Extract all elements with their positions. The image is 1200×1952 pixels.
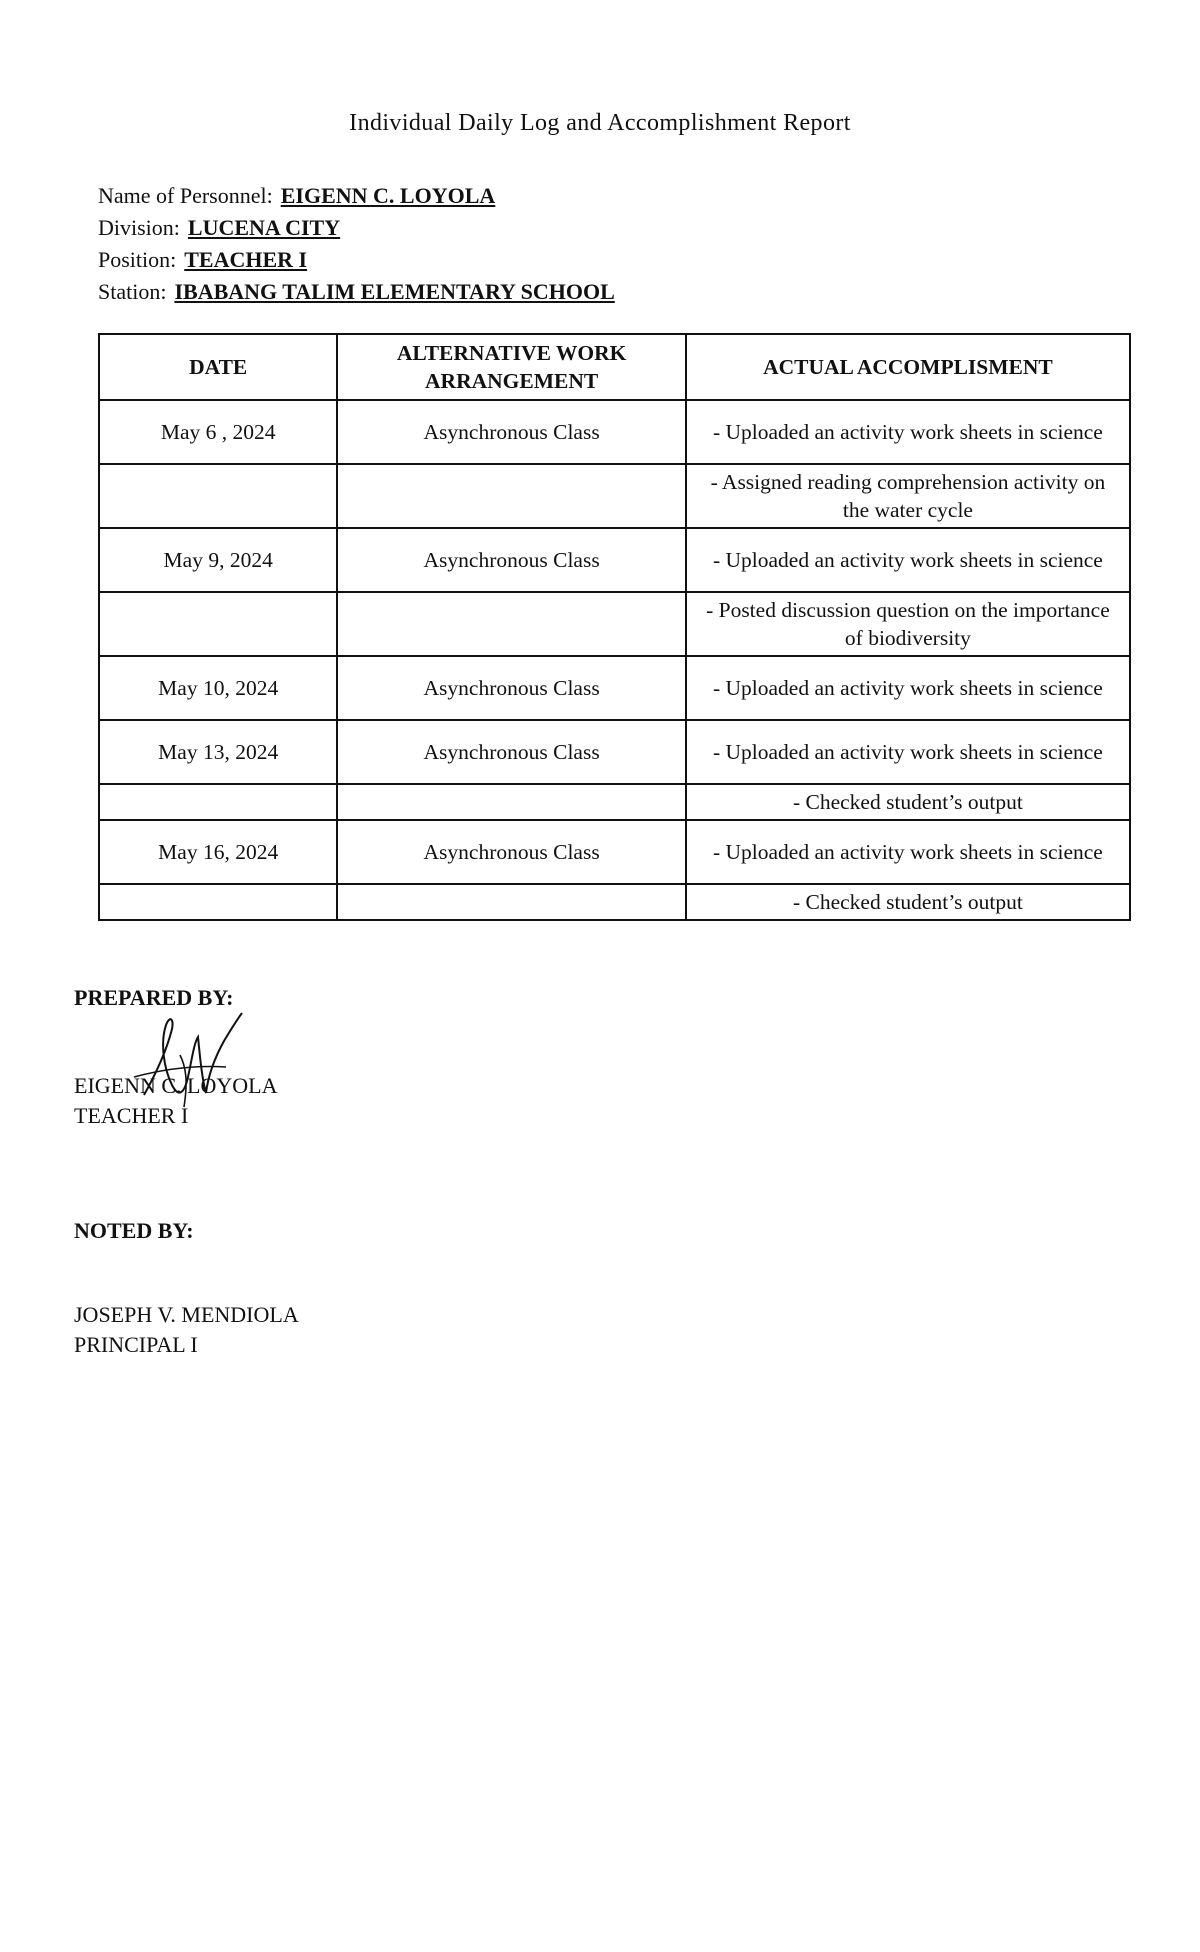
date-cell xyxy=(99,592,337,656)
date-cell xyxy=(99,784,337,820)
accomplishment-cell: - Uploaded an activity work sheets in science xyxy=(686,400,1130,464)
table-row xyxy=(99,720,1130,784)
accomplishment-cell: - Assigned reading comprehension activity on the water cycle xyxy=(686,464,1130,528)
name-row xyxy=(98,180,615,212)
accomplishment-cell: - Uploaded an activity work sheets in science xyxy=(686,820,1130,884)
accomplishment-cell: - Posted discussion question on the importance of biodiversity xyxy=(686,592,1130,656)
name-label: Name of Personnel: xyxy=(98,183,273,208)
prepared-by-title: TEACHER I xyxy=(74,1103,189,1128)
date-cell xyxy=(99,884,337,920)
header-work-arrangement: ALTERNATIVE WORK ARRANGEMENT xyxy=(337,334,685,400)
date-cell: May 16, 2024 xyxy=(99,820,337,884)
prepared-by-name: EIGENN C. LOYOLA xyxy=(74,1073,278,1098)
date-cell: May 9, 2024 xyxy=(99,528,337,592)
table-row xyxy=(99,820,1130,884)
arrangement-cell: Asynchronous Class xyxy=(337,820,685,884)
position-row xyxy=(98,244,615,276)
table-row xyxy=(99,464,1130,528)
table-row xyxy=(99,400,1130,464)
arrangement-cell xyxy=(337,592,685,656)
station-row xyxy=(98,276,615,308)
station-value: IBABANG TALIM ELEMENTARY SCHOOL xyxy=(174,279,615,304)
prepared-by-block xyxy=(74,983,277,1131)
document-title: Individual Daily Log and Accomplishment Report xyxy=(349,110,851,136)
date-cell: May 13, 2024 xyxy=(99,720,337,784)
table-row xyxy=(99,884,1130,920)
position-label: Position: xyxy=(98,247,177,272)
station-label: Station: xyxy=(98,279,167,304)
division-label: Division: xyxy=(98,215,180,240)
name-value: EIGENN C. LOYOLA xyxy=(280,183,496,208)
division-value: LUCENA CITY xyxy=(187,215,341,240)
date-cell xyxy=(99,464,337,528)
arrangement-cell: Asynchronous Class xyxy=(337,400,685,464)
header-accomplishment: ACTUAL ACCOMPLISMENT xyxy=(686,334,1130,400)
personnel-info xyxy=(98,180,615,308)
date-cell: May 6 , 2024 xyxy=(99,400,337,464)
prepared-by-signatory xyxy=(74,1071,277,1131)
table-row xyxy=(99,656,1130,720)
noted-by-title: PRINCIPAL I xyxy=(74,1332,198,1357)
noted-by-block xyxy=(74,1216,299,1360)
accomplishment-cell: - Checked student’s output xyxy=(686,884,1130,920)
accomplishment-cell: - Uploaded an activity work sheets in science xyxy=(686,656,1130,720)
arrangement-cell: Asynchronous Class xyxy=(337,720,685,784)
date-cell: May 10, 2024 xyxy=(99,656,337,720)
table-row xyxy=(99,592,1130,656)
accomplishment-table xyxy=(98,333,1131,921)
noted-by-heading: NOTED BY: xyxy=(74,1218,194,1243)
table-row xyxy=(99,784,1130,820)
prepared-by-heading: PREPARED BY: xyxy=(74,985,234,1010)
header-date: DATE xyxy=(99,334,337,400)
table-header-row xyxy=(99,334,1130,400)
noted-by-name: JOSEPH V. MENDIOLA xyxy=(74,1302,299,1327)
arrangement-cell xyxy=(337,884,685,920)
arrangement-cell xyxy=(337,784,685,820)
arrangement-cell: Asynchronous Class xyxy=(337,656,685,720)
arrangement-cell xyxy=(337,464,685,528)
division-row xyxy=(98,212,615,244)
accomplishment-cell: - Uploaded an activity work sheets in science xyxy=(686,720,1130,784)
arrangement-cell: Asynchronous Class xyxy=(337,528,685,592)
position-value: TEACHER I xyxy=(184,247,308,272)
accomplishment-cell: - Checked student’s output xyxy=(686,784,1130,820)
accomplishment-cell: - Uploaded an activity work sheets in science xyxy=(686,528,1130,592)
noted-by-signatory xyxy=(74,1300,299,1360)
table-row xyxy=(99,528,1130,592)
